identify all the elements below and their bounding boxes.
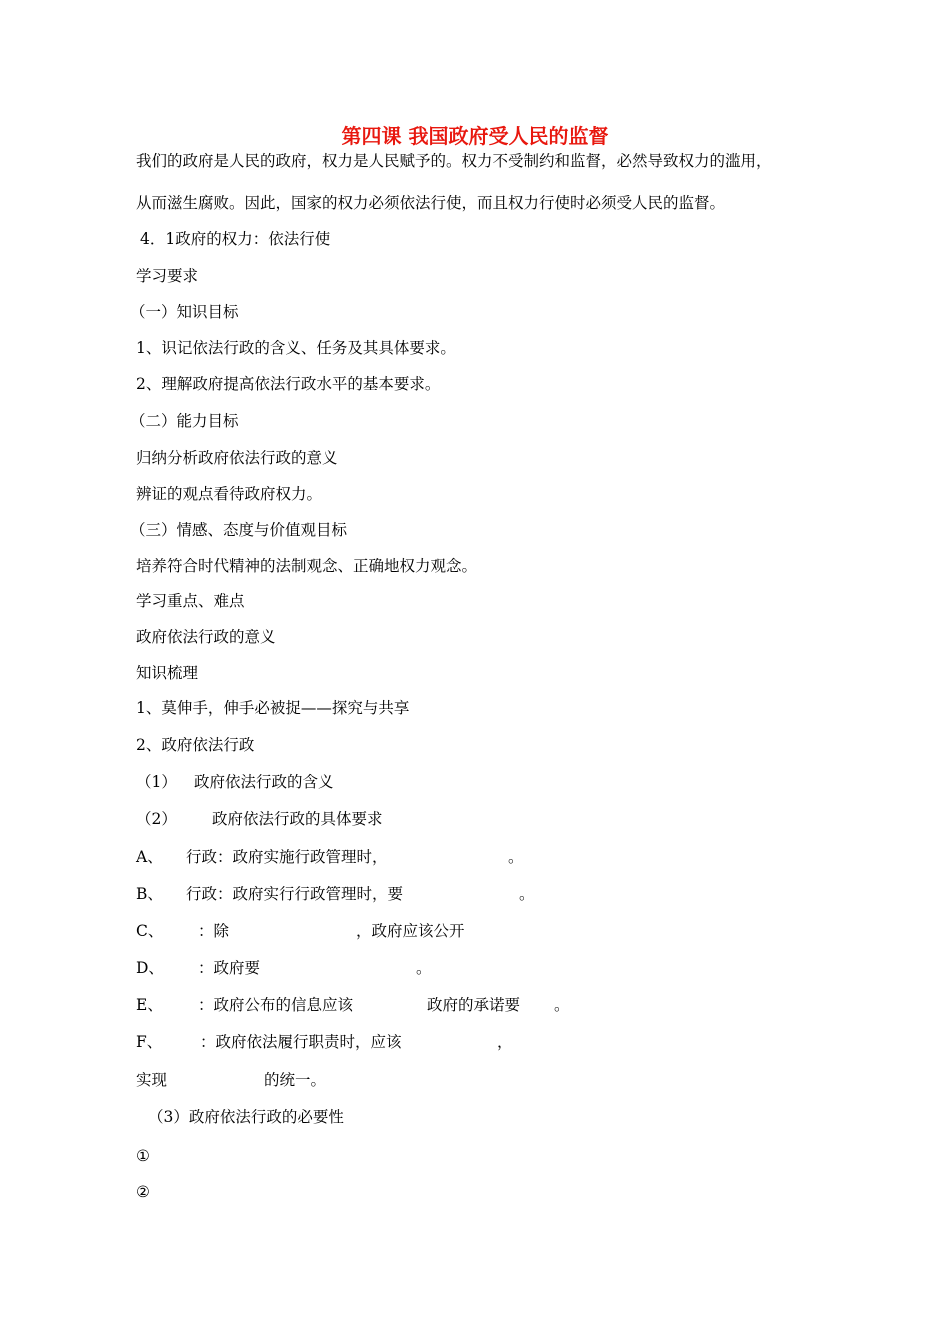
values-goal-item: 培养符合时代精神的法制观念、正确地权力观念。 <box>136 557 478 575</box>
requirement-text: 政府的承诺要 <box>427 996 521 1014</box>
requirement-label: E、 <box>136 996 163 1014</box>
requirement-label: F、 <box>136 1033 163 1051</box>
requirement-end: 。 <box>508 848 524 866</box>
review-heading: 知识梳理 <box>136 664 199 682</box>
requirement-end: 。 <box>554 996 570 1014</box>
sub-item-text: 政府依法行政的具体要求 <box>212 810 383 828</box>
ability-goal-heading: （二）能力目标 <box>130 412 239 430</box>
section-heading: 4．1政府的权力：依法行使 <box>140 230 331 248</box>
knowledge-goal-item: 2、理解政府提高依法行政水平的基本要求。 <box>136 375 441 393</box>
focus-heading: 学习重点、难点 <box>136 592 245 610</box>
requirement-a <box>136 846 524 868</box>
study-heading: 学习要求 <box>136 267 199 285</box>
sub-item-2 <box>136 808 383 830</box>
circled-number-2: ② <box>136 1183 150 1201</box>
realize-text: 实现 <box>136 1071 168 1089</box>
requirement-b <box>136 883 535 905</box>
requirement-text: ：除 <box>198 922 230 940</box>
sub-item-3: （3）政府依法行政的必要性 <box>148 1108 344 1126</box>
knowledge-goal-heading: （一）知识目标 <box>130 303 239 321</box>
requirement-text: ，政府应该公开 <box>356 922 465 940</box>
requirement-f <box>136 1031 513 1053</box>
knowledge-goal-item: 1、识记依法行政的含义、任务及其具体要求。 <box>136 339 456 357</box>
ability-goal-item: 归纳分析政府依法行政的意义 <box>136 449 338 467</box>
requirement-text: 行政：政府实行行政管理时，要 <box>186 885 404 903</box>
requirement-end: ， <box>497 1033 513 1051</box>
requirement-label: C、 <box>136 922 164 940</box>
sub-item-number: （2） <box>136 810 177 828</box>
focus-text: 政府依法行政的意义 <box>136 628 276 646</box>
ability-goal-item: 辨证的观点看待政府权力。 <box>136 485 323 503</box>
circled-number-1: ① <box>136 1147 150 1165</box>
sub-item-number: （1） <box>136 773 177 791</box>
requirement-d <box>136 957 432 979</box>
realize-text: 的统一。 <box>264 1071 327 1089</box>
values-goal-heading: （三）情感、态度与价值观目标 <box>130 521 348 539</box>
requirement-e <box>136 994 570 1016</box>
review-item-1: 1、莫伸手，伸手必被捉——探究与共享 <box>136 699 410 717</box>
realize-line <box>136 1069 327 1091</box>
requirement-text: ：政府依法履行职责时，应该 <box>200 1033 402 1051</box>
sub-item-text: 政府依法行政的含义 <box>194 773 334 791</box>
review-item-2: 2、政府依法行政 <box>136 736 255 754</box>
requirement-label: A、 <box>136 848 163 866</box>
requirement-text: ：政府要 <box>198 959 261 977</box>
requirement-text: ：政府公布的信息应该 <box>198 996 354 1014</box>
requirement-end: 。 <box>519 885 535 903</box>
requirement-label: B、 <box>136 885 163 903</box>
page-title: 第四课 我国政府受人民的监督 <box>341 124 609 148</box>
sub-item-1 <box>136 771 334 793</box>
intro-line-2: 从而滋生腐败。因此，国家的权力必须依法行使，而且权力行使时必须受人民的监督。 <box>136 194 726 212</box>
requirement-label: D、 <box>136 959 164 977</box>
requirement-text: 行政：政府实施行政管理时， <box>186 848 388 866</box>
intro-line-1: 我们的政府是人民的政府，权力是人民赋予的。权力不受制约和监督，必然导致权力的滥用， <box>136 152 772 170</box>
requirement-end: 。 <box>416 959 432 977</box>
requirement-c <box>136 920 465 942</box>
